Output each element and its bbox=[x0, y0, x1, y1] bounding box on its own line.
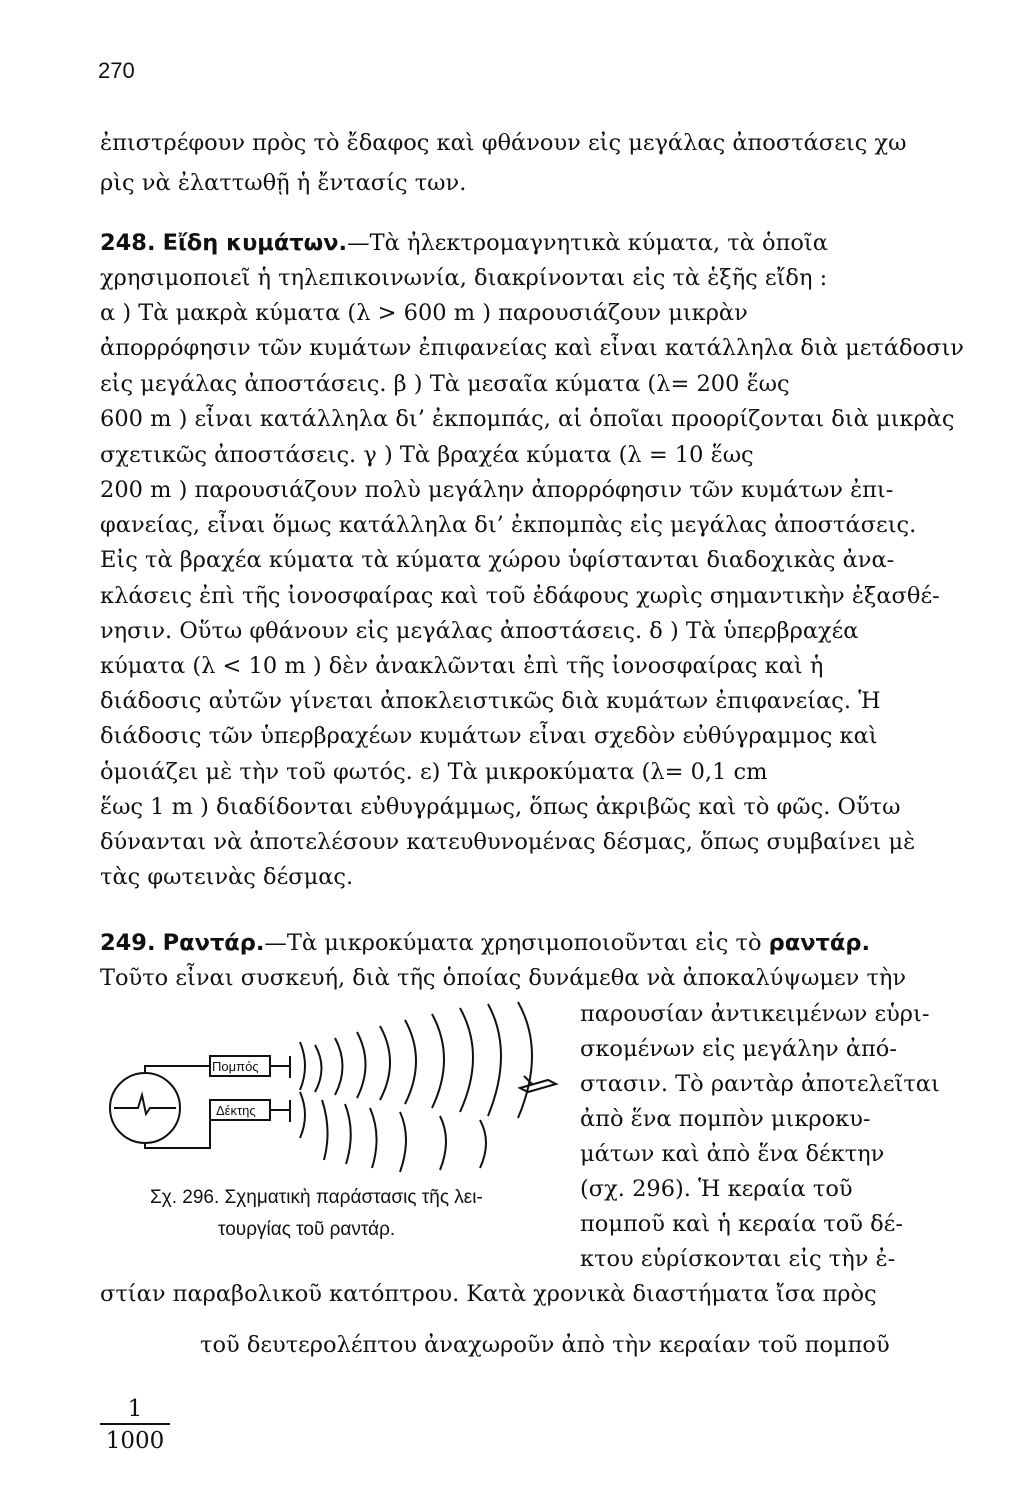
return-wave bbox=[480, 1120, 486, 1168]
text-line: σχετικῶς ἀποστάσεις. γ ) Τὰ βραχέα κύματα (λ = 10 ἕως bbox=[100, 442, 754, 468]
display-trace bbox=[114, 1095, 176, 1114]
wave-arc bbox=[460, 1008, 473, 1112]
text-line: δύνανται νὰ ἀποτελέσουν κατευθυνομένας δέσμας, ὅπως συμβαίνει μὲ bbox=[100, 829, 916, 855]
section-title: Εἴδη κυμάτων. bbox=[162, 230, 348, 256]
figure-caption: Σχ. 296. Σχηματικὴ παράστασις τῆς λει- bbox=[150, 1187, 483, 1208]
receiver-label: Δέκτης bbox=[216, 1103, 256, 1118]
text-line: ρὶς νὰ ἐλαττωθῇ ἡ ἔντασίς των. bbox=[100, 170, 467, 196]
return-wave bbox=[400, 1112, 406, 1172]
text-line: κτου εὑρίσκονται εἰς τὴν ἐ- bbox=[580, 1246, 896, 1272]
text-line: τοῦ δευτερολέπτου ἀναχωροῦν ἀπὸ τὴν κεραίαν τοῦ πομποῦ bbox=[200, 1332, 890, 1358]
wire-top bbox=[145, 1066, 210, 1073]
return-wave bbox=[322, 1100, 328, 1160]
text-line: σκομένων εἰς μεγάλην ἀπό- bbox=[580, 1036, 897, 1062]
fraction-numerator: 1 bbox=[100, 1395, 170, 1425]
wave-arc bbox=[357, 1032, 366, 1098]
text-line: κλάσεις ἐπὶ τῆς ἰονοσφαίρας καὶ τοῦ ἐδάφους χωρὶς σημαντικὴν ἐξασθέ- bbox=[100, 583, 940, 609]
text-line: νησιν. Οὕτω φθάνουν εἰς μεγάλας ἀποστάσεις. δ ) Τὰ ὑπερβραχέα bbox=[100, 618, 859, 644]
text-line: ὁμοιάζει μὲ τὴν τοῦ φωτός. ε) Τὰ μικροκύματα (λ= 0,1 cm bbox=[100, 759, 768, 785]
text-line: ἀπορρόφησιν τῶν κυμάτων ἐπιφανείας καὶ εἶναι κατάλληλα διὰ μετάδοσιν bbox=[100, 335, 964, 361]
text-line: εἰς μεγάλας ἀποστάσεις. β ) Τὰ μεσαῖα κύματα (λ= 200 ἕως bbox=[100, 371, 790, 397]
wave-arc bbox=[488, 1004, 501, 1116]
section-248-first-line bbox=[100, 228, 950, 258]
return-wave bbox=[440, 1116, 446, 1170]
text-line: ἀπὸ ἕνα πομπὸν μικροκυ- bbox=[580, 1106, 871, 1132]
wave-arc bbox=[405, 1020, 416, 1104]
reflector-bottom bbox=[300, 1092, 305, 1138]
text-line: διάδοσις αὐτῶν γίνεται ἀποκλειστικῶς διὰ κυμάτων ἐπιφανείας. Ἡ bbox=[100, 688, 881, 714]
text-line: κύματα (λ < 10 m ) δὲν ἀνακλῶνται ἐπὶ τῆς ἰονοσφαίρας καὶ ἡ bbox=[100, 653, 824, 679]
text-line: μάτων καὶ ἀπὸ ἕνα δέκτην bbox=[580, 1141, 885, 1167]
wave-arc bbox=[518, 1002, 532, 1118]
text-line: στίαν παραβολικοῦ κατόπτρου. Κατὰ χρονικὰ διαστήματα ἴσα πρὸς bbox=[100, 1281, 877, 1307]
text-line: φανείας, εἶναι ὅμως κατάλληλα δι’ ἐκπομπὰς εἰς μεγάλας ἀποστάσεις. bbox=[100, 512, 917, 538]
section-title: Ραντάρ. bbox=[162, 930, 265, 956]
text-line: (σχ. 296). Ἡ κεραία τοῦ bbox=[580, 1176, 853, 1202]
return-wave bbox=[345, 1104, 351, 1164]
wave-arc bbox=[432, 1014, 444, 1108]
text-line: 600 m ) εἶναι κατάλληλα δι’ ἐκπομπάς, αἱ ὁποῖαι προορίζονται διὰ μικρὰς bbox=[100, 406, 955, 432]
aircraft-icon bbox=[520, 1080, 556, 1092]
text-line: χρησιμοποιεῖ ἡ τηλεπικοινωνία, διακρίνονται εἰς τὰ ἑξῆς εἴδη : bbox=[100, 265, 828, 291]
text-line: στασιν. Τὸ ραντὰρ ἀποτελεῖται bbox=[580, 1071, 940, 1097]
radar-diagram bbox=[100, 1000, 570, 1180]
page-number: 270 bbox=[98, 58, 135, 83]
bold-term: ραντάρ. bbox=[768, 930, 871, 956]
text-line: ἕως 1 m ) διαδίδονται εὐθυγράμμως, ὅπως ἀκριβῶς καὶ τὸ φῶς. Οὕτω bbox=[100, 794, 901, 820]
text-span: —Τὰ ἠλεκτρομαγνητικὰ κύματα, τὰ ὁποῖα bbox=[347, 230, 828, 256]
wave-arc bbox=[335, 1038, 343, 1095]
fraction bbox=[100, 1395, 170, 1457]
text-line: πομποῦ καὶ ἡ κεραία τοῦ δέ- bbox=[580, 1211, 903, 1237]
text-line: διάδοσις τῶν ὑπερβραχέων κυμάτων εἶναι σχεδὸν εὐθύγραμμος καὶ bbox=[100, 723, 878, 749]
text-span: —Τὰ μικροκύματα χρησιμοποιοῦνται εἰς τὸ bbox=[264, 930, 762, 956]
text-line: παρουσίαν ἀντικειμένων εὑρι- bbox=[580, 1001, 930, 1027]
text-line: 200 m ) παρουσιάζουν πολὺ μεγάλην ἀπορρόφησιν τῶν κυμάτων ἐπι- bbox=[100, 477, 894, 503]
figure-caption: τουργίας τοῦ ραντάρ. bbox=[218, 1219, 396, 1240]
text-line: τὰς φωτεινὰς δέσμας. bbox=[100, 864, 354, 890]
return-wave bbox=[370, 1108, 377, 1168]
section-number: 249. bbox=[100, 930, 156, 956]
text-line: α ) Τὰ μακρὰ κύματα (λ > 600 m ) παρουσιάζουν μικρὰν bbox=[100, 300, 748, 326]
reflector-top bbox=[300, 1042, 305, 1090]
wave-arc bbox=[315, 1045, 322, 1092]
text-line: ἐπιστρέφουν πρὸς τὸ ἔδαφος καὶ φθάνουν εἰς μεγάλας ἀποστάσεις χω bbox=[100, 130, 907, 156]
section-249-first-line bbox=[100, 928, 950, 958]
wave-arc bbox=[380, 1026, 390, 1100]
text-line: Τοῦτο εἶναι συσκευή, διὰ τῆς ὁποίας δυνάμεθα νὰ ἀποκαλύψωμεν τὴν bbox=[100, 965, 907, 991]
transmitter-label: Πομπός bbox=[212, 1059, 259, 1074]
fraction-denominator: 1000 bbox=[105, 1428, 165, 1454]
text-line: Εἰς τὰ βραχέα κύματα τὰ κύματα χώρου ὑφίστανται διαδοχικὰς ἀνα- bbox=[100, 547, 895, 573]
section-number: 248. bbox=[100, 230, 156, 256]
